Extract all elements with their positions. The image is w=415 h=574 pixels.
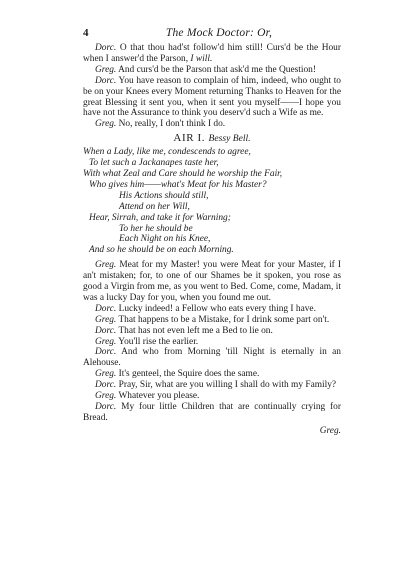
speech	[83, 402, 341, 424]
speaker-name: Dorc.	[95, 43, 117, 53]
speaker-name: Greg.	[95, 64, 117, 75]
page-number: 4	[83, 27, 89, 39]
speaker-name: Greg.	[95, 336, 117, 347]
song-line: Hear, Sirrah, and take it for Warning;	[89, 212, 231, 223]
speaker-name: Greg.	[95, 369, 117, 380]
speech-text: Meat for my Master! you were Meat for your Master, if I an't mistaken; for, to one of our Shames be it spoken, you rose as good a Virgin from me, as you went to Bed. Come, come, Madam, it was a lucky Day for you, when you found me out.	[83, 260, 341, 303]
page-header	[83, 28, 341, 42]
speaker-name: Greg.	[95, 119, 117, 130]
speech	[83, 76, 341, 120]
song-line: And so he should be on each Morning.	[89, 245, 234, 256]
song-line: Each Night on his Knee,	[119, 234, 211, 245]
catchword: Greg.	[319, 425, 341, 436]
speech-text: Pray, Sir, what are you willing I shall do with my Family?	[116, 380, 337, 391]
song-line: When a Lady, like me, condescends to agree,	[83, 147, 251, 158]
speech	[83, 260, 341, 304]
song-line: Who gives him——what's Meat for his Master?	[89, 179, 267, 190]
air-heading	[83, 133, 341, 145]
speech-text: You have reason to complain of him, indeed, who ought to be on your Knees every Moment returning Thanks to Heaven for the great Blessing it sent you, when it sent you myself——I hope you have not the Assurance to think you deserv'd such a Wife as me.	[83, 75, 341, 119]
song-lyrics	[83, 147, 341, 256]
speech-text: And curs'd be the Parson that ask'd me the Question!	[116, 64, 316, 75]
song-line: With what Zeal and Care should he worship the Fair,	[83, 168, 283, 179]
speaker-name: Dorc.	[95, 303, 117, 314]
song-line: His Actions should still,	[119, 190, 209, 201]
speech	[83, 326, 341, 337]
speech-text: No, really, I don't think I do.	[116, 119, 226, 130]
speech	[83, 347, 341, 369]
speech	[83, 43, 341, 65]
speech	[83, 304, 341, 315]
speech-text: It's genteel, the Squire does the same.	[116, 369, 260, 380]
speaker-name: Dorc.	[95, 380, 117, 391]
speaker-name: Greg.	[95, 314, 117, 325]
speech	[83, 337, 341, 348]
speech	[83, 65, 341, 76]
book-page	[83, 28, 341, 437]
song-line: To her he should be	[119, 223, 193, 234]
speaker-name: Dorc.	[95, 347, 117, 358]
speech-text: Lucky indeed! a Fellow who eats every thing I have.	[116, 303, 316, 314]
speaker-name: Dorc.	[95, 325, 117, 336]
speech	[83, 315, 341, 326]
speech-text: And who from Morning 'till Night is eternally in an Alehouse.	[83, 347, 341, 369]
speaker-name: Greg.	[95, 260, 117, 271]
speaker-name: Greg.	[95, 391, 117, 402]
speech-text: O that thou had'st follow'd him still! Curs'd be the Hour when I answer'd the Parson,	[83, 43, 341, 64]
bottom-dialogue	[83, 260, 341, 424]
song-line: Attend on her Will,	[119, 201, 190, 212]
speaker-name: Dorc.	[95, 402, 117, 412]
speech-text: You'll rise the earlier.	[116, 336, 199, 347]
speaker-name: Dorc.	[95, 75, 117, 86]
speech	[83, 369, 341, 380]
speech-text: Whatever you please.	[116, 391, 200, 402]
speech-text: That happens to be a Mistake, for I drink some part on't.	[116, 314, 330, 325]
song-line: To let such a Jackanapes taste her,	[89, 158, 219, 169]
air-number: AIR I.	[173, 132, 206, 145]
speech-emphasis: I will.	[190, 53, 213, 64]
top-dialogue	[83, 43, 341, 130]
air-tune: Bessy Bell.	[208, 133, 251, 145]
speech-text: My four little Children that are continually crying for Bread.	[83, 402, 341, 423]
speech-text: That has not even left me a Bed to lie on.	[116, 325, 273, 336]
running-title: The Mock Doctor: Or,	[165, 27, 273, 39]
speech	[83, 380, 341, 391]
speech	[83, 119, 341, 130]
speech	[83, 391, 341, 402]
